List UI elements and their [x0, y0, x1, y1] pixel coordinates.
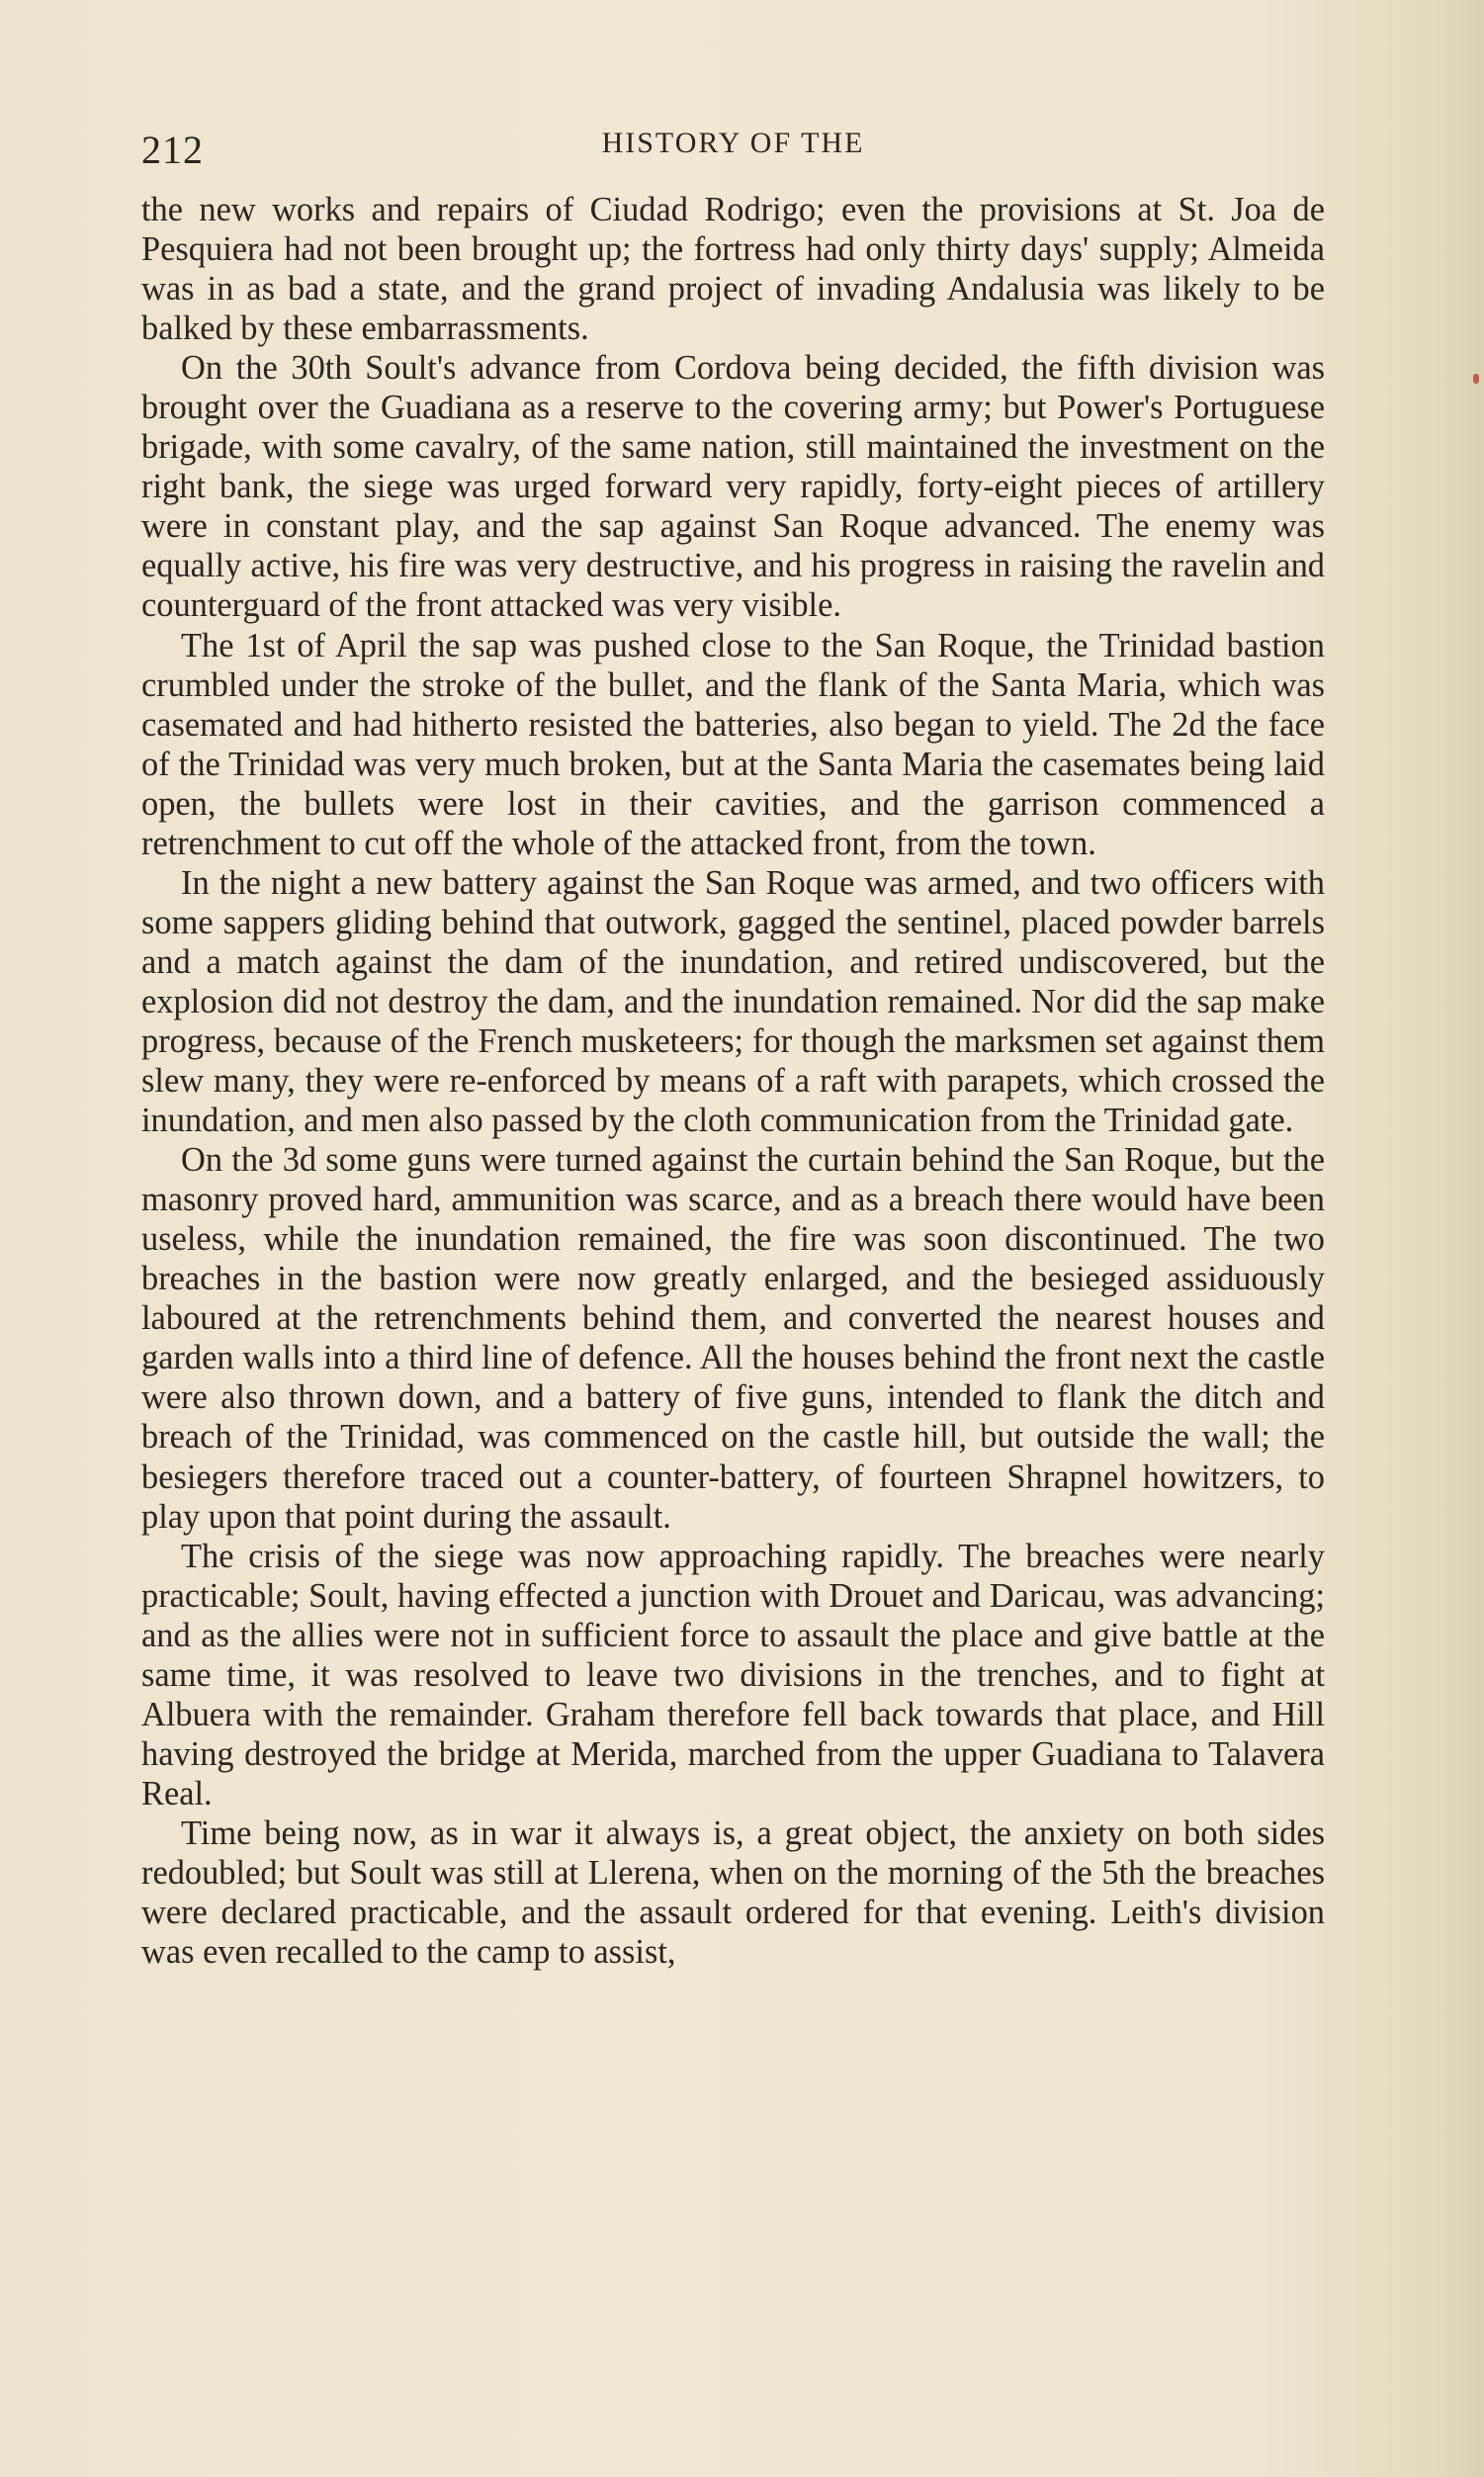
paragraph-2: On the 30th Soult's advance from Cordova being decided, the fifth division was brought over the Guadiana as a reserve to the covering army; but Power's Portuguese brigade, with some cavalry, of the same nation, still maintained the investment on the right bank, the siege was urged forward very rapidly, forty-eight pieces of artillery were in constant play, and the sap against San Roque advanced. The enemy was equally active, his fire was very destructive, and his progress in raising the ravelin and counterguard of the front attacked was very visible.	[141, 349, 1325, 625]
margin-mark	[1473, 374, 1479, 384]
paragraph-1: the new works and repairs of Ciudad Rodrigo; even the provisions at St. Joa de Pesquiera had not been brought up; the fortress had only thirty days' supply; Almeida was in as bad a state, and the grand project of invading Andalusia was likely to be balked by these embarrassments.	[141, 191, 1325, 348]
running-head: HISTORY OF THE	[601, 127, 865, 159]
paragraph-7: Time being now, as in war it always is, a great object, the anxiety on both sides redoubled; but Soult was still at Llerena, when on the morning of the 5th the breaches were declared practicable, and the assault ordered for that evening. Leith's division was even recalled to the camp to assist,	[141, 1814, 1325, 1972]
page-header	[141, 117, 1325, 172]
paragraph-3: The 1st of April the sap was pushed close to the San Roque, the Trinidad bastion crumbled under the stroke of the bullet, and the flank of the Santa Maria, which was casemated and had hitherto resisted the batteries, also began to yield. The 2d the face of the Trinidad was very much broken, but at the Santa Maria the casemates being laid open, the bullets were lost in their cavities, and the garrison commenced a retrenchment to cut off the whole of the attacked front, from the town.	[141, 626, 1325, 862]
paragraph-6: The crisis of the siege was now approaching rapidly. The breaches were nearly practicable; Soult, having effected a junction with Drouet and Daricau, was advancing; and as the allies were not in sufficient force to assault the place and give battle at the same time, it was resolved to leave two divisions in the trenches, and to fight at Albuera with the remainder. Graham therefore fell back towards that place, and Hill having destroyed the bridge at Merida, marched from the upper Guadiana to Talavera Real.	[141, 1537, 1325, 1813]
paragraph-4: In the night a new battery against the San Roque was armed, and two officers with some sappers gliding behind that outwork, gagged the sentinel, placed powder barrels and a match against the dam of the inundation, and retired undiscovered, but the explosion did not destroy the dam, and the inundation remained. Nor did the sap make progress, because of the French musketeers; for though the marksmen set against them slew many, they were re-enforced by means of a raft with parapets, which crossed the inundation, and men also passed by the cloth communication from the Trinidad gate.	[141, 863, 1325, 1140]
page-number: 212	[141, 128, 204, 172]
body-text	[141, 190, 1325, 1972]
paragraph-5: On the 3d some guns were turned against the curtain behind the San Roque, but the masonry proved hard, ammunition was scarce, and as a breach there would have been useless, while the inundation remained, the fire was soon discontinued. The two breaches in the bastion were now greatly enlarged, and the besieged assiduously laboured at the retrenchments behind them, and converted the nearest houses and garden walls into a third line of defence. All the houses behind the front next the castle were also thrown down, and a battery of five guns, intended to flank the ditch and breach of the Trinidad, was commenced on the castle hill, but outside the wall; the besiegers therefore traced out a counter-battery, of fourteen Shrapnel howitzers, to play upon that point during the assault.	[141, 1141, 1325, 1536]
